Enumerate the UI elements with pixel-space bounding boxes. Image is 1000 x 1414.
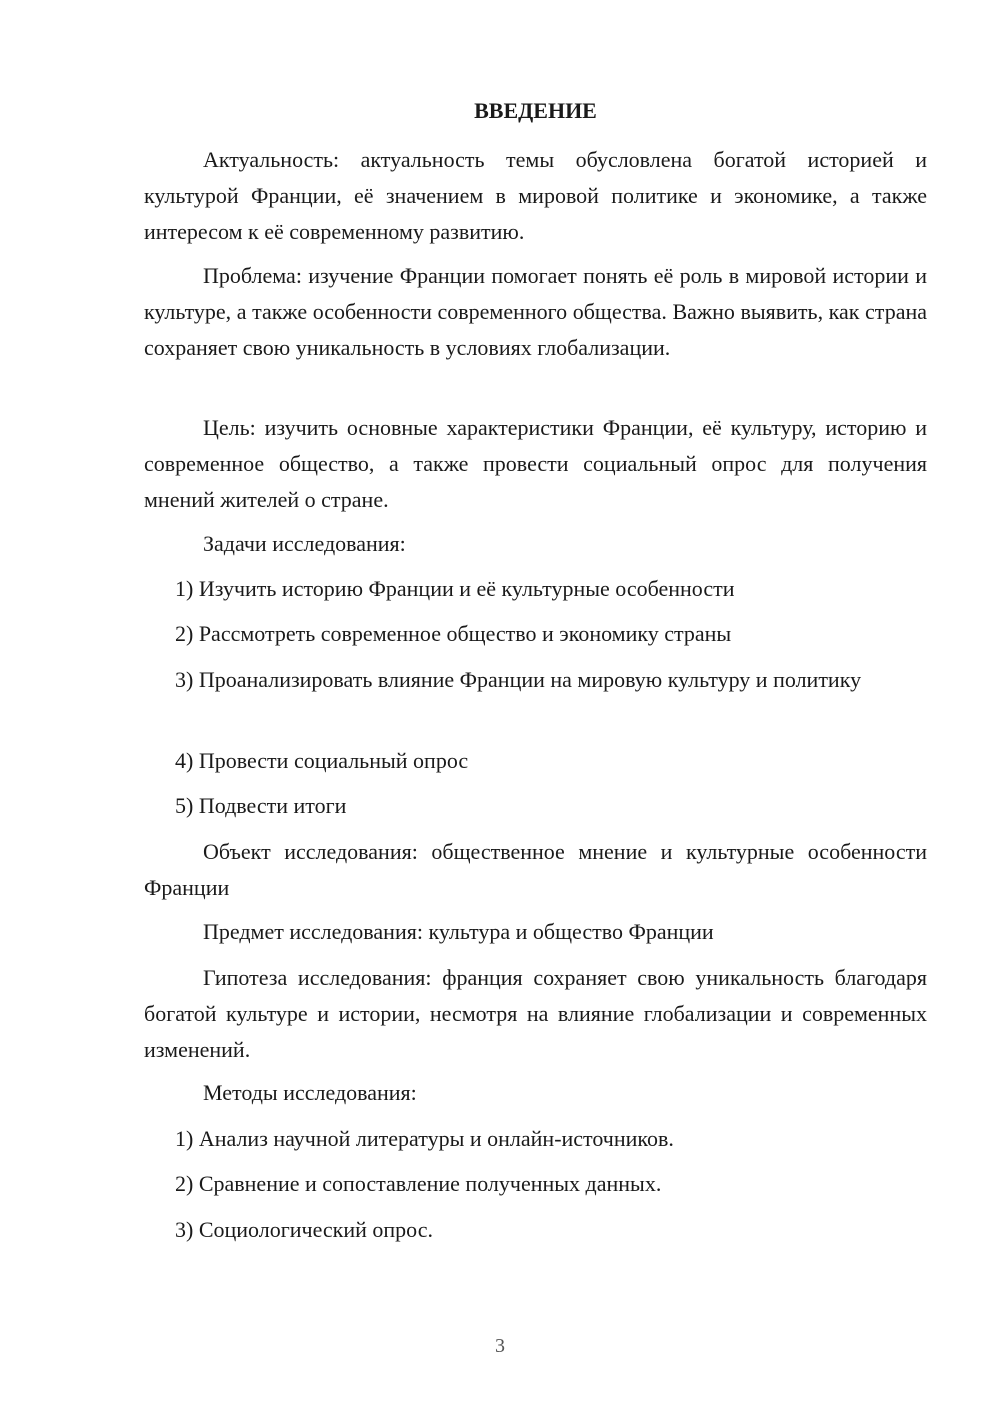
document-page xyxy=(144,0,927,1414)
paragraph-problem: Проблема: изучение Франции помогает понять её роль в мировой истории и культуре, а также особенности современного общества. Важно выявить, как страна сохраняет свою уникальность в условиях глобализации. xyxy=(144,263,927,360)
paragraph-subject: Предмет исследования: культура и общество Франции xyxy=(203,919,714,944)
paragraph-methods-heading: Методы исследования: xyxy=(203,1080,417,1105)
list-item-task-3: 3) Проанализировать влияние Франции на мировую культуру и политику xyxy=(175,667,862,692)
list-item-task-5: 5) Подвести итоги xyxy=(175,793,347,818)
paragraph-object: Объект исследования: общественное мнение и культурные особенности Франции xyxy=(144,839,927,900)
paragraph-tasks-heading: Задачи исследования: xyxy=(203,531,406,556)
paragraph-hypothesis: Гипотеза исследования: франция сохраняет свою уникальность благодаря богатой культуре и истории, несмотря на влияние глобализации и современных изменений. xyxy=(144,965,927,1062)
page-number: 3 xyxy=(495,1335,505,1357)
list-item-method-3: 3) Социологический опрос. xyxy=(175,1217,433,1242)
list-item-method-1: 1) Анализ научной литературы и онлайн-источников. xyxy=(175,1126,674,1151)
section-title: ВВЕДЕНИЕ xyxy=(474,98,597,123)
paragraph-goal: Цель: изучить основные характеристики Франции, её культуру, историю и современное общество, а также провести социальный опрос для получения мнений жителей о стране. xyxy=(144,415,927,512)
list-item-task-2: 2) Рассмотреть современное общество и экономику страны xyxy=(175,621,732,646)
list-item-method-2: 2) Сравнение и сопоставление полученных данных. xyxy=(175,1171,662,1196)
paragraph-relevance: Актуальность: актуальность темы обусловлена богатой историей и культурой Франции, её значением в мировой политике и экономике, а также интересом к её современному развитию. xyxy=(144,147,927,244)
list-item-task-4: 4) Провести социальный опрос xyxy=(175,748,469,773)
list-item-task-1: 1) Изучить историю Франции и её культурные особенности xyxy=(175,576,735,601)
